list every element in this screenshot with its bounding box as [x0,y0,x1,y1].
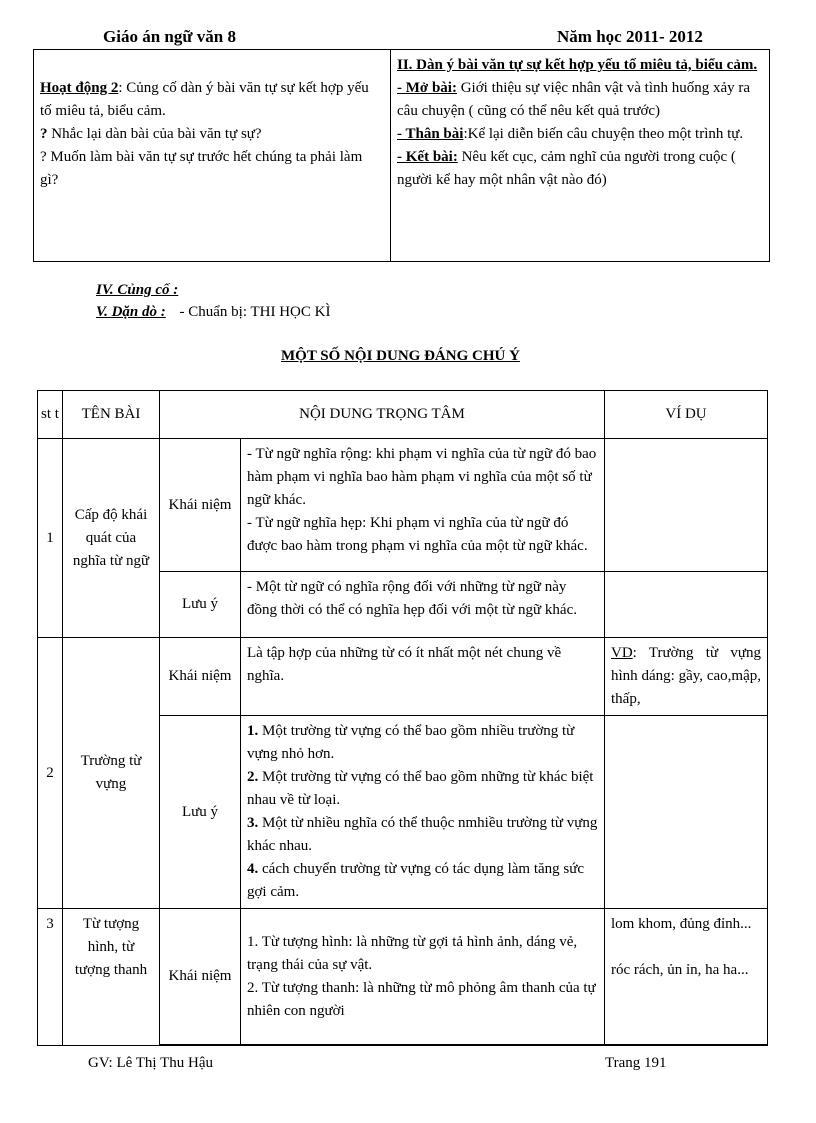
table-bottom-edge [37,1045,768,1046]
row2-note-3: Một từ nhiều nghĩa có thể thuộc nmhiều trường từ vựng khác nhau. [247,815,598,854]
row2-note-2: Một trường từ vựng có thể bao gồm những từ khác biệt nhau về từ loại. [247,769,594,808]
row2-note-4: cách chuyển trường từ vựng có tác dụng làm tăng sức gợi cảm. [247,861,585,900]
row3-vidu [605,909,768,1045]
row1-stt: 1 [38,439,63,638]
row2-name: Trường từ vựng [63,638,160,909]
row3-vd-tuong-hinh: lom khom, đủng đỉnh... [611,916,752,932]
row1-luu-y-label: Lưu ý [160,572,241,638]
outline-heading: II. Dàn ý bài văn tự sự kết hợp yếu tố miêu tả, biểu cảm. [397,57,758,73]
ket-bai-text: Nêu kết cục, cảm nghĩ của người trong cuộc ( người kể hay một nhân vật nào đó) [397,149,736,188]
header-vi-du: VÍ DỤ [605,391,768,439]
row1-nghia-rong: - Từ ngữ nghĩa rộng: khi phạm vi nghĩa của từ ngữ đó bao hàm phạm vi nghĩa bao hàm phạm vi nghĩa của một số từ ngữ khác. [247,446,597,508]
row3-stt: 3 [38,909,63,1047]
mo-bai-label: - Mở bài: [397,80,457,96]
question-1: Nhắc lại dàn bài của bài văn tự sự? [47,126,262,142]
header-subject: Giáo án ngữ văn 8 [103,27,237,46]
row3-name: Từ tượng hình, từ tượng thanh [63,909,160,1047]
row2-vd-label: VD [611,645,633,661]
row2-khai-niem-text: Là tập hợp của những từ có ít nhất một nét chung về nghĩa. [241,638,605,716]
row3-khai-niem-label: Khái niệm [160,909,241,1045]
question-mark: ? [40,126,48,142]
row1-khai-niem-text [241,439,605,572]
question-2: ? Muốn làm bài văn tự sự trước hết chúng ta phải làm gì? [40,149,363,188]
row2-note-1-num: 1. [247,723,259,739]
mo-bai-text: Giới thiệu sự việc nhân vật và tình huống xảy ra câu chuyện ( cũng có thể nêu kết quả trước) [397,80,751,119]
row2-note-3-num: 3. [247,815,259,831]
row2-stt: 2 [38,638,63,909]
row2-khai-niem-label: Khái niệm [160,638,241,716]
dan-do-label: V. Dặn dò : [96,304,166,320]
row3-khai-niem-text [241,909,605,1045]
row3-tuong-thanh: 2. Từ tượng thanh: là những từ mô phỏng âm thanh của tự nhiên con người [247,979,596,1019]
row2-note-4-num: 4. [247,861,259,877]
row2-note-2-num: 2. [247,769,259,785]
row2-note-1: Một trường từ vựng có thể bao gồm nhiều trường từ vựng nhỏ hơn. [247,723,575,762]
section-cung-co: IV. Củng cố : [96,282,179,298]
row1-luu-y-text: - Một từ ngữ có nghĩa rộng đối với những từ ngữ này đồng thời có thể có nghĩa hẹp đối với một từ ngữ khác. [241,572,605,638]
header-stt: st t [38,391,63,439]
row2-vd-text: : Trường từ vựng hình dáng: gầy, cao,mập, thấp, [611,645,761,707]
footer-teacher: GV: Lê Thị Thu Hậu [88,1055,213,1071]
row2-luu-y-label: Lưu ý [160,716,241,909]
row2-vidu-2 [605,716,768,909]
row1-vidu-1 [605,439,768,572]
footer-page-number: Trang 191 [605,1055,667,1071]
row3-vd-tuong-thanh: róc rách, ủn ỉn, ha ha... [611,962,749,978]
row3-tuong-hinh: 1. Từ tượng hình: là những từ gợi tả hình ảnh, dáng vẻ, trạng thái của sự vật. [247,933,578,973]
than-bai-text: :Kể lại diễn biến câu chuyện theo một trình tự. [463,126,744,142]
header-ten-bai: TÊN BÀI [63,391,160,439]
row1-name: Cấp độ khái quát của nghĩa từ ngữ [63,439,160,638]
row2-luu-y-text [241,716,605,909]
activity-label: Hoạt động 2 [40,80,119,96]
row1-vidu-2 [605,572,768,638]
row2-vidu [605,638,768,716]
than-bai-label: - Thân bài [397,126,464,142]
header-school-year: Năm học 2011- 2012 [557,27,703,46]
page-title: MỘT SỐ NỘI DUNG ĐÁNG CHÚ Ý [281,348,520,364]
row1-nghia-hep: - Từ ngữ nghĩa hẹp: Khi phạm vi nghĩa của từ ngữ đó được bao hàm trong phạm vi nghĩa của một từ ngữ khác. [247,515,588,554]
activity-text: : Củng cố dàn ý bài văn tự sự kết hợp yếu tố miêu tả, biểu cảm. [40,80,369,119]
ket-bai-label: - Kết bài: [397,149,458,165]
dan-do-text: - Chuẩn bị: THI HỌC KÌ [179,304,331,320]
summary-table [37,390,768,1046]
header-noi-dung: NỘI DUNG TRỌNG TÂM [160,391,605,439]
row1-khai-niem-label: Khái niệm [160,439,241,572]
